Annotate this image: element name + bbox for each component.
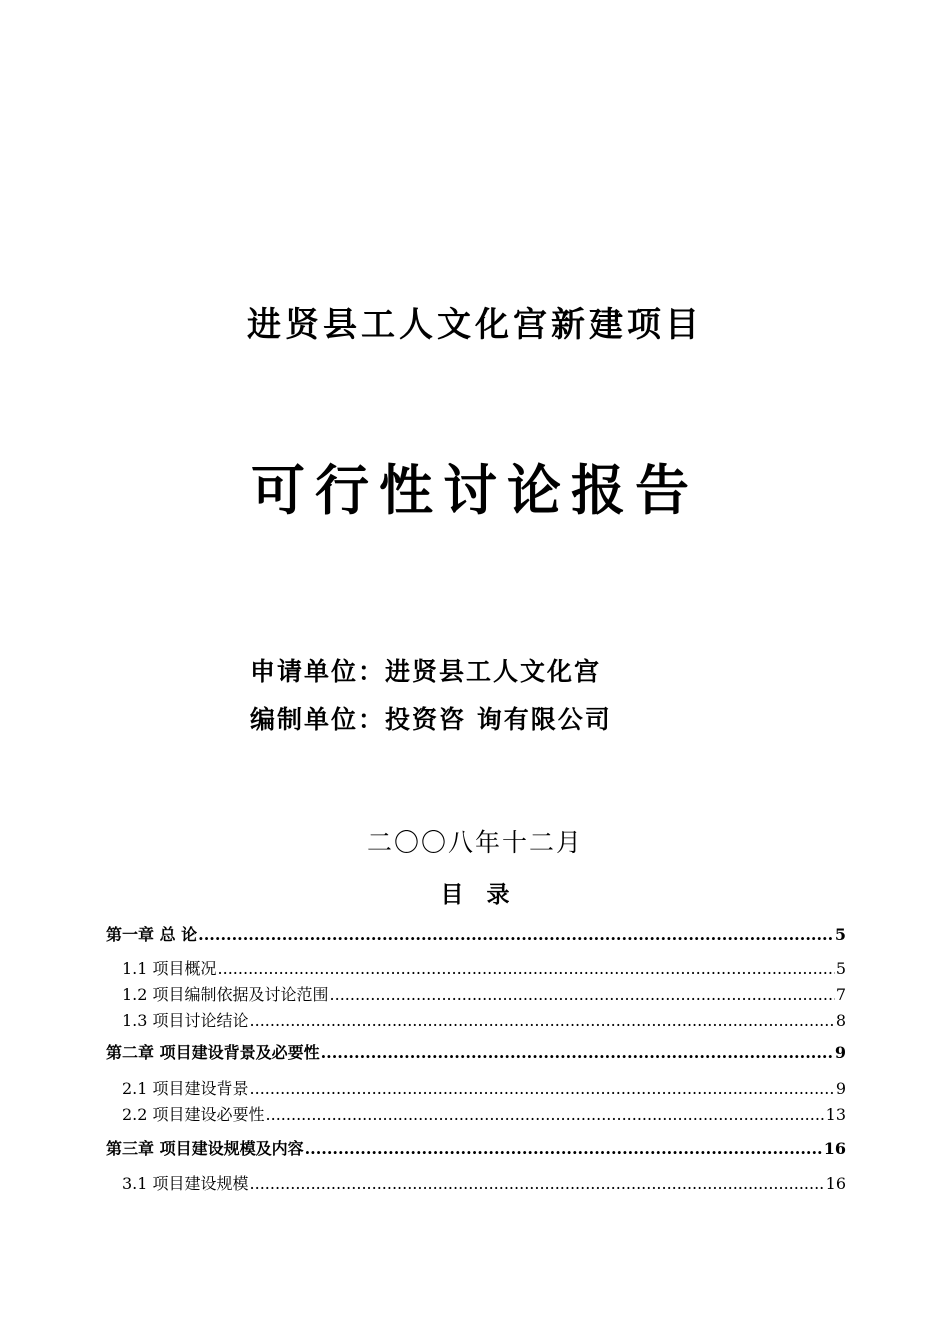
toc-leader-dots (250, 1078, 835, 1100)
toc-entry-page: 7 (835, 985, 846, 1004)
toc-leader-dots (330, 984, 835, 1006)
toc-entry-page: 9 (835, 1079, 846, 1098)
applicant-line (250, 652, 601, 688)
toc-entry-chapter-2[interactable] (106, 1042, 846, 1064)
applicant-label: 申请单位： (250, 657, 386, 686)
toc-entry-chapter-3[interactable] (106, 1138, 846, 1160)
toc-entry-label: 第二章 项目建设背景及必要性 (106, 1043, 320, 1062)
toc-entry-section-1-3[interactable] (106, 1010, 846, 1032)
toc-entry-label: 1.2 项目编制依据及讨论范围 (122, 985, 329, 1004)
toc-entry-label: 第一章 总 论 (106, 925, 198, 944)
toc-entry-label: 3.1 项目建设规模 (122, 1174, 249, 1193)
toc-entry-chapter-1[interactable] (106, 924, 846, 946)
toc-leader-dots (321, 1042, 834, 1064)
toc-leader-dots (250, 1010, 835, 1032)
toc-entry-section-2-2[interactable] (106, 1104, 846, 1126)
toc-leader-dots (266, 1104, 825, 1126)
compiler-value: 投资咨 询有限公司 (385, 705, 612, 734)
toc-leader-dots (198, 924, 834, 946)
toc-leader-dots (305, 1138, 823, 1160)
toc-leader-dots (218, 958, 835, 980)
toc-entry-label: 1.1 项目概况 (122, 959, 217, 978)
project-title: 进贤县工人文化宫新建项目 (247, 305, 703, 345)
toc-entry-section-3-1[interactable] (106, 1173, 846, 1195)
toc-entry-label: 第三章 项目建设规模及内容 (106, 1139, 304, 1158)
toc-entry-label: 2.1 项目建设背景 (122, 1079, 249, 1098)
toc-entry-page: 5 (834, 925, 846, 944)
toc-entry-page: 13 (825, 1105, 846, 1124)
report-title: 可行性讨论报告 (251, 459, 699, 522)
toc-entry-section-1-1[interactable] (106, 958, 846, 980)
compiler-line (250, 700, 612, 736)
toc-entry-section-1-2[interactable] (106, 984, 846, 1006)
toc-entry-section-2-1[interactable] (106, 1078, 846, 1100)
toc-entry-page: 16 (823, 1139, 846, 1158)
compiler-label: 编制单位： (250, 705, 386, 734)
toc-leader-dots (250, 1173, 825, 1195)
report-date: 二〇〇八年十二月 (366, 828, 583, 857)
applicant-value: 进贤县工人文化宫 (385, 657, 602, 686)
toc-entry-page: 16 (825, 1174, 846, 1193)
toc-entry-label: 1.3 项目讨论结论 (122, 1011, 249, 1030)
toc-title: 目 录 (440, 882, 510, 908)
toc-entry-label: 2.2 项目建设必要性 (122, 1105, 265, 1124)
toc-entry-page: 8 (835, 1011, 846, 1030)
toc-entry-page: 5 (835, 959, 846, 978)
toc-entry-page: 9 (834, 1043, 846, 1062)
